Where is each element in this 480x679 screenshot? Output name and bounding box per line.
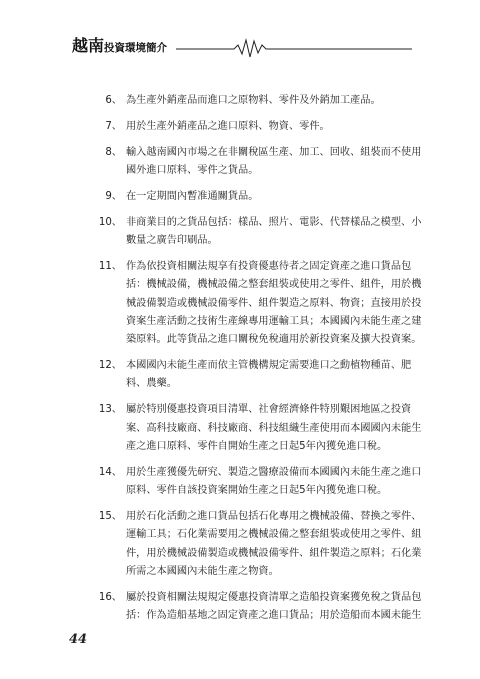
header-title-country: 越南 (72, 36, 105, 55)
list-item (98, 357, 418, 394)
list-item-number: 8、 (105, 146, 122, 158)
text-line: 產之進口原料、零件自開始生產之日起5年內獲免進口稅。 (126, 440, 388, 452)
text-line: 括：作為造船基地之固定資產之進口貨品；用於造船而本國未能生 (126, 610, 422, 622)
list-item (98, 508, 422, 581)
list-item (102, 144, 422, 181)
text-line: 原料、零件自該投資案開始生產之日起5年內獲免進口稅。 (126, 485, 388, 497)
list-item-number: 14、 (98, 466, 122, 478)
text-line: 件，用於機械設備製造或機械設備零件、組件製造之原料；石化業 (126, 547, 422, 559)
page-number: 44 (69, 632, 88, 647)
list-item-number: 7、 (105, 120, 122, 132)
text-line: 運輸工具；石化業需要用之機械設備之整套組裝或使用之零件、組 (126, 529, 422, 541)
text-line: 屬於投資相關法規規定優惠投資清單之造船投資案獲免稅之貨品包 (126, 591, 422, 603)
text-line: 案、高科技廠商、科技廠商、科技組織生產使用而本國國內未能生 (126, 422, 422, 434)
list-item-number: 15、 (98, 510, 122, 522)
header-title-subtitle: 投資環境簡介 (104, 42, 168, 54)
list-item (98, 589, 422, 626)
list-item-number: 9、 (105, 190, 122, 202)
text-line: 屬於特別優惠投資項目清單、社會經濟條件特別艱困地區之投資 (126, 404, 412, 416)
list-item-text (126, 92, 418, 110)
list-item-text (126, 258, 421, 349)
text-line: 用於生產外銷產品之進口原料、物資、零件。 (126, 120, 330, 132)
list-item (102, 188, 418, 206)
text-line: 資案生產活動之技術生產線專用運輸工具；本國國內未能生產之建 (126, 315, 422, 327)
list-item-text (126, 118, 418, 136)
list-item-number: 10、 (98, 216, 122, 228)
list-item (102, 92, 418, 110)
list-item-text (126, 464, 421, 501)
text-line: 作為依投資相關法規享有投資優惠待者之固定資產之進口貨品包 (126, 261, 412, 273)
text-line: 括：機械設備，機械設備之整套組裝或使用之零件、組件，用於機 (126, 279, 422, 291)
text-line: 本國國內未能生產而依主管機構規定需要進口之動植物種苗、肥 (126, 360, 412, 372)
list-item-number: 13、 (98, 404, 122, 416)
list-item-text (126, 357, 418, 394)
text-line: 國外進口原料、零件之貨品。 (126, 165, 259, 177)
header-title (72, 36, 167, 58)
list-item (98, 464, 422, 501)
list-item-number: 6、 (105, 95, 122, 106)
text-line: 築原料。此等貨品之進口關稅免稅適用於新投資案及擴大投資案。 (126, 334, 422, 346)
text-line: 所需之本國國內未能生產之物資。 (126, 565, 279, 577)
list-item-text (126, 401, 421, 456)
list-item-text (126, 214, 421, 251)
list-item-text (126, 589, 421, 626)
list-item-text (126, 188, 418, 206)
list-item-number: 16、 (98, 591, 122, 603)
page-header (72, 36, 412, 60)
list-item-number: 12、 (98, 360, 122, 372)
list-item (102, 118, 418, 136)
text-line: 在一定期間內暫准通關貨品。 (126, 190, 259, 202)
text-line: 數量之廣告印刷品。 (126, 235, 218, 247)
text-line: 用於石化活動之進口貨品包括石化專用之機械設備、替換之零件、 (126, 510, 422, 522)
document-body (98, 92, 422, 633)
text-line: 為生產外銷產品而進口之原物料、零件及外銷加工產品。 (126, 95, 381, 106)
text-line: 非商業目的之貨品包括：樣品、照片、電影、代替樣品之模型、小 (126, 216, 422, 228)
list-item-text (126, 144, 421, 181)
list-item (98, 214, 422, 251)
list-item-text (126, 508, 421, 581)
list-item-number: 11、 (98, 261, 122, 273)
list-item (98, 258, 422, 349)
text-line: 輸入越南國內市場之在非關稅區生產、加工、回收、組裝而不使用 (126, 146, 422, 158)
text-line: 料、農藥。 (126, 378, 177, 390)
text-line: 械設備製造或機械設備零件、組件製造之原料、物資；直接用於投 (126, 297, 422, 309)
list-item (98, 401, 422, 456)
text-line: 用於生產獲優先研究、製造之醫療設備而本國國內未能生產之進口 (126, 466, 422, 478)
